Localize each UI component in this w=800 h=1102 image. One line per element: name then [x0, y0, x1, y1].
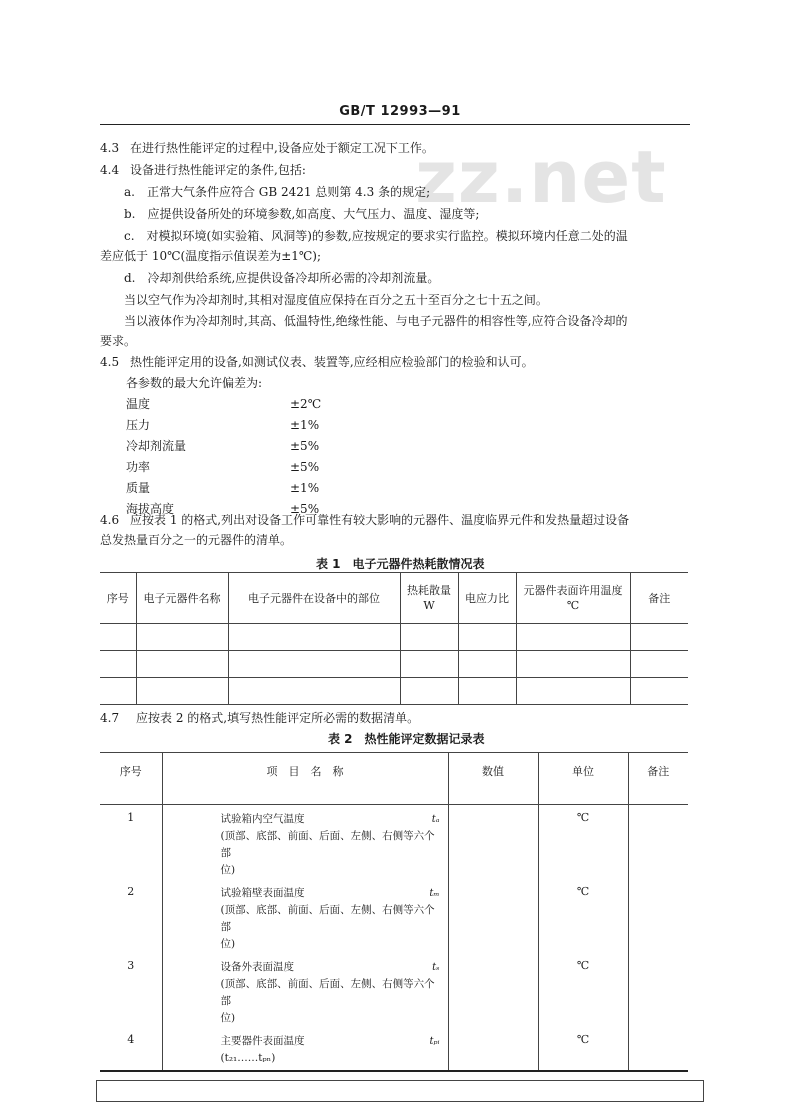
table1-thermal-dissipation: [100, 572, 688, 705]
table2-title: 表 2 热性能评定数据记录表: [328, 732, 485, 746]
table1-header-stress-ratio: 电应力比: [458, 573, 516, 624]
table1-header-row: [100, 573, 688, 624]
row-value: [448, 879, 538, 953]
param-name: 压力: [126, 418, 151, 432]
condition-a: a. 正常大气条件应符合 GB 2421 总则第 4.3 条的规定;: [124, 185, 431, 199]
row-unit: ℃: [538, 953, 628, 1027]
item-detail: 位): [220, 938, 236, 950]
table1-header-location: 电子元器件在设备中的部位: [228, 573, 400, 624]
watermark: zz.net: [415, 135, 667, 219]
row-remark: [628, 1027, 688, 1071]
table-row: [100, 678, 688, 705]
param-name: 温度: [126, 397, 151, 411]
row-seq: 2: [100, 879, 162, 953]
table1-header-allowed-temp: 元器件表面许用温度 ℃: [516, 573, 630, 624]
section-4-7-text: 应按表 2 的格式,填写热性能评定所必需的数据清单。: [136, 711, 420, 725]
standard-code-header: GB/T 12993—91: [339, 104, 461, 119]
row-remark: [628, 953, 688, 1027]
table-row: [100, 1027, 688, 1071]
table-row: [100, 805, 688, 880]
item-symbol: tₛ: [432, 962, 440, 973]
row-value: [448, 1027, 538, 1071]
item-name: 主要器件表面温度: [220, 1035, 305, 1047]
table1-header-dissipation: 热耗散量 W: [400, 573, 458, 624]
row-unit: ℃: [538, 1027, 628, 1071]
item-name: 试验箱内空气温度: [220, 813, 305, 825]
condition-c-line2: 差应低于 10℃(温度指示值误差为±1℃);: [100, 249, 322, 263]
table-row: [100, 953, 688, 1027]
table1-header-component-name: 电子元器件名称: [136, 573, 228, 624]
table-row: [100, 651, 688, 678]
table2-header-value: 数值: [448, 753, 538, 805]
table2-header-row: [100, 753, 688, 805]
section-4-6-line2: 总发热量百分之一的元器件的清单。: [100, 533, 293, 547]
item-name: 试验箱壁表面温度: [220, 887, 305, 899]
item-detail: (顶部、底部、前面、后面、左侧、右侧等六个部: [220, 830, 435, 859]
table-row: [100, 879, 688, 953]
item-detail: 位): [220, 1012, 236, 1024]
table1-title: 表 1 电子元器件热耗散情况表: [316, 557, 485, 571]
row-unit: ℃: [538, 879, 628, 953]
param-tolerance: ±5%: [290, 439, 320, 453]
item-detail: (顶部、底部、前面、后面、左侧、右侧等六个部: [220, 978, 435, 1007]
row-seq: 3: [100, 953, 162, 1027]
row-item: [162, 879, 448, 953]
section-number-4-7: 4.7: [100, 711, 120, 725]
liquid-coolant-line1: 当以液体作为冷却剂时,其高、低温特性,绝缘性能、与电子元器件的相容性等,应符合设备冷却的: [124, 314, 628, 328]
section-number-4-3: 4.3: [100, 141, 120, 155]
item-detail: (顶部、底部、前面、后面、左侧、右侧等六个部: [220, 904, 435, 933]
item-detail: (t₂₁……tₚₙ): [220, 1052, 276, 1064]
section-4-5-text: 热性能评定用的设备,如测试仪表、装置等,应经相应检验部门的检验和认可。: [130, 355, 534, 369]
header-rule: [100, 124, 690, 125]
table2-thermal-data-record: [100, 752, 688, 1072]
section-4-4-text: 设备进行热性能评定的条件,包括:: [130, 163, 306, 177]
row-item: [162, 805, 448, 880]
section-number-4-6: 4.6: [100, 513, 120, 527]
table2-header-remark: 备注: [628, 753, 688, 805]
row-value: [448, 805, 538, 880]
tolerance-intro: 各参数的最大允许偏差为:: [126, 376, 263, 390]
section-number-4-4: 4.4: [100, 163, 120, 177]
param-tolerance: ±5%: [290, 460, 320, 474]
item-symbol: tₚᵢ: [429, 1036, 440, 1047]
table1-header-seq: 序号: [100, 573, 136, 624]
section-4-3-text: 在进行热性能评定的过程中,设备应处于额定工况下工作。: [130, 141, 434, 155]
table-row: [100, 624, 688, 651]
row-remark: [628, 879, 688, 953]
liquid-coolant-line2: 要求。: [100, 334, 137, 348]
air-coolant-paragraph: 当以空气作为冷却剂时,其相对湿度值应保持在百分之五十至百分之七十五之间。: [124, 293, 548, 307]
condition-d: d. 冷却剂供给系统,应提供设备冷却所必需的冷却剂流量。: [124, 271, 440, 285]
section-number-4-5: 4.5: [100, 355, 120, 369]
item-name: 设备外表面温度: [220, 961, 294, 973]
table1-header-remark: 备注: [630, 573, 688, 624]
item-detail: 位): [220, 864, 236, 876]
table2-header-seq: 序号: [100, 753, 162, 805]
param-name: 质量: [126, 481, 151, 495]
param-name: 功率: [126, 460, 151, 474]
item-symbol: tₘ: [429, 888, 440, 899]
table2-header-item-name: 项 目 名 称: [162, 753, 448, 805]
row-seq: 4: [100, 1027, 162, 1071]
item-symbol: tₐ: [431, 814, 440, 825]
param-name: 冷却剂流量: [126, 439, 187, 453]
param-tolerance: ±5%: [290, 502, 320, 516]
row-item: [162, 1027, 448, 1071]
param-tolerance: ±2℃: [290, 397, 322, 411]
table2-header-unit: 单位: [538, 753, 628, 805]
row-value: [448, 953, 538, 1027]
param-tolerance: ±1%: [290, 418, 320, 432]
row-remark: [628, 805, 688, 880]
footer-frame: [96, 1080, 704, 1102]
row-unit: ℃: [538, 805, 628, 880]
row-item: [162, 953, 448, 1027]
param-name: 海拔高度: [126, 502, 175, 516]
condition-b: b. 应提供设备所处的环境参数,如高度、大气压力、温度、湿度等;: [124, 207, 480, 221]
row-seq: 1: [100, 805, 162, 880]
condition-c-line1: c. 对模拟环境(如实验箱、风洞等)的参数,应按规定的要求实行监控。模拟环境内任意二处的温: [124, 229, 628, 243]
param-tolerance: ±1%: [290, 481, 320, 495]
section-4-6-line1: 应按表 1 的格式,列出对设备工作可靠性有较大影响的元器件、温度临界元件和发热量超过设备: [130, 513, 630, 527]
